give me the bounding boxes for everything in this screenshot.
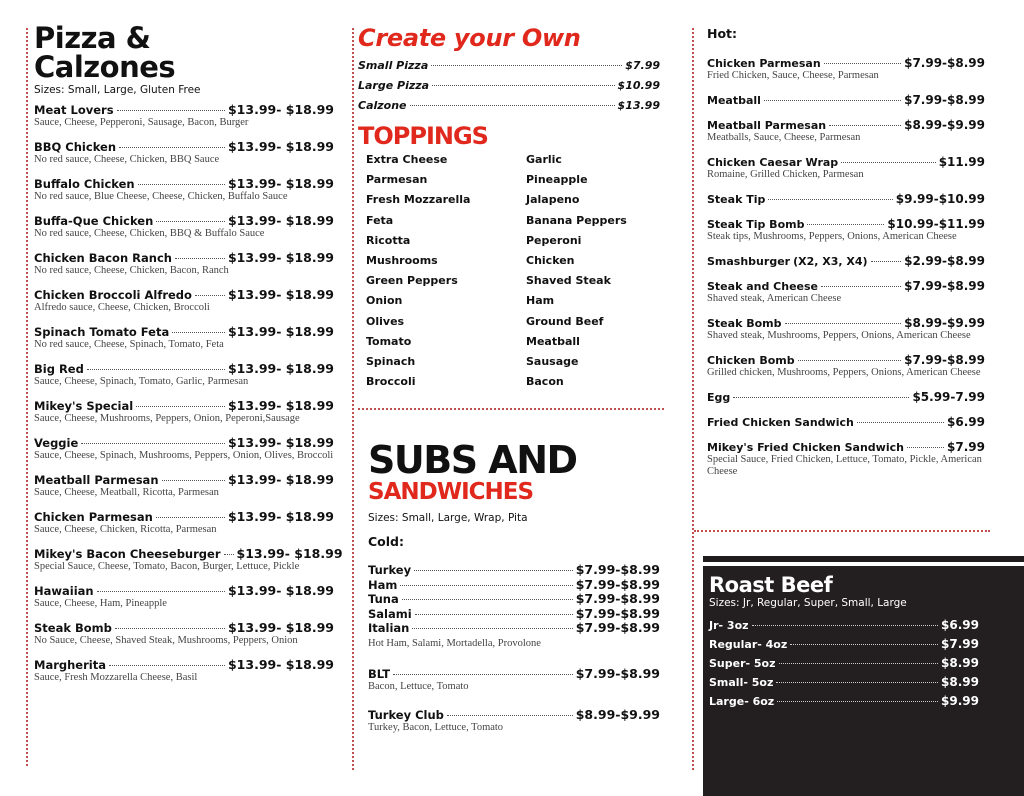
item-name: Big Red [34, 362, 84, 376]
item-name: Large- 6oz [709, 695, 775, 708]
roast-beef-top-bar [703, 556, 1024, 562]
topping-item: Broccoli [366, 375, 416, 389]
dot-leader [431, 65, 622, 66]
menu-item-row [368, 666, 660, 681]
hot-sub-item [707, 93, 985, 107]
topping-item: Garlic [526, 153, 562, 166]
item-price: $13.99- $18.99 [227, 620, 334, 635]
dot-leader [97, 591, 225, 592]
item-price: $13.99- $18.99 [227, 583, 334, 598]
dot-leader [400, 585, 572, 586]
menu-item-row [368, 607, 660, 622]
item-name: BLT [368, 666, 391, 681]
item-name: Smashburger [707, 255, 791, 268]
roast-beef-title: Roast Beef [709, 573, 833, 597]
topping-item: Extra Cheese [366, 153, 448, 166]
item-price: $7.99-$8.99 [575, 605, 660, 621]
dot-leader [779, 663, 939, 664]
dot-leader [829, 125, 901, 126]
topping-item: Green Peppers [366, 274, 458, 288]
item-description: No red sauce, Cheese, Chicken, BBQ & Buffalo Sauce [34, 228, 265, 239]
pizza-item [34, 657, 334, 684]
item-price: $5.99-7.99 [912, 390, 985, 404]
topping-item: Pineapple [526, 173, 588, 187]
dot-leader [117, 110, 225, 111]
menu-item-row [368, 563, 660, 578]
menu-item-row [707, 118, 985, 132]
item-price: $2.99-$8.99 [904, 254, 985, 268]
dot-leader [871, 261, 902, 262]
topping-item: Ground Beef [526, 314, 604, 328]
dot-leader [412, 628, 572, 629]
item-price: $13.99- $18.99 [227, 176, 334, 191]
item-price: $13.99- $18.99 [227, 102, 334, 117]
item-description: Alfredo sauce, Cheese, Chicken, Broccoli [34, 302, 210, 313]
dot-leader [733, 397, 909, 398]
dot-leader [414, 570, 573, 571]
menu-item-row [34, 287, 334, 302]
item-price: $7.99-$8.99 [904, 93, 985, 107]
menu-item-row [707, 415, 985, 429]
item-name: Buffalo Chicken [34, 177, 135, 191]
item-price: $6.99 [941, 618, 979, 632]
roast-beef-panel [703, 566, 1024, 796]
subs-sizes: Sizes: Small, Large, Wrap, Pita [368, 512, 528, 524]
menu-item-row [709, 673, 979, 692]
pizza-item [34, 361, 334, 388]
pizza-list [34, 102, 343, 684]
cold-group-list [368, 563, 660, 636]
topping-item: Jalapeno [526, 193, 580, 207]
item-price: $7.99-$8.99 [575, 576, 660, 592]
item-description: Sauce, Cheese, Meatball, Ricotta, Parmesan [34, 487, 219, 498]
item-price: $7.99 [947, 440, 985, 454]
item-name: Mikey's Special [34, 399, 134, 413]
item-price: $7.99-$8.99 [904, 279, 985, 293]
item-description: Sauce, Cheese, Pepperoni, Sausage, Bacon, Burger [34, 117, 249, 128]
item-name: Salami [368, 606, 412, 621]
dot-leader [752, 625, 939, 626]
roast-beef-list [709, 616, 979, 711]
topping-item: Sausage [526, 355, 579, 369]
item-price: $13.99- $18.99 [227, 435, 334, 450]
pizza-item [34, 398, 334, 425]
item-description: Sauce, Cheese, Ham, Pineapple [34, 598, 167, 609]
item-name: Meatball [707, 94, 761, 107]
item-price: $13.99- $18.99 [227, 324, 334, 339]
pizza-item [34, 435, 334, 462]
hot-sub-item [707, 440, 985, 478]
item-name: Regular- 4oz [709, 638, 788, 651]
menu-item-row [34, 361, 334, 376]
topping-item: Ricotta [366, 233, 411, 247]
item-price: $13.99 [617, 99, 660, 112]
menu-item-row [707, 155, 985, 169]
menu-item-row [34, 176, 334, 191]
item-price: $8.99 [941, 675, 979, 689]
dot-leader [415, 614, 573, 615]
item-price: $8.99-$9.99 [904, 316, 985, 330]
item-name: BBQ Chicken [34, 140, 117, 154]
item-name: Turkey [368, 563, 412, 577]
menu-item-row [707, 316, 985, 330]
item-description: Shaved steak, American Cheese [707, 293, 842, 304]
item-description: Sauce, Fresh Mozzarella Cheese, Basil [34, 672, 198, 683]
item-name: Spinach Tomato Feta [34, 325, 170, 339]
item-price: $13.99- $18.99 [227, 398, 334, 413]
topping-item: Olives [366, 314, 405, 328]
item-price: $13.99- $18.99 [227, 509, 334, 524]
toppings-title: TOPPINGS [358, 122, 488, 150]
hot-list [707, 56, 985, 478]
subs-title-line1: SUBS AND [368, 438, 577, 482]
item-name: Super- 5oz [709, 657, 776, 670]
item-price: $7.99-$8.99 [575, 620, 660, 636]
item-name: Chicken Parmesan [707, 57, 821, 70]
menu-item-row [707, 217, 985, 231]
item-description: Grilled chicken, Mushrooms, Peppers, Onions, American Cheese [707, 367, 981, 378]
menu-item-row [707, 353, 985, 367]
menu-item-row [707, 192, 985, 206]
item-name: Small- 5oz [709, 676, 774, 689]
item-price: $9.99-$10.99 [895, 192, 985, 206]
hot-sub-item [707, 316, 985, 342]
menu-item-row [34, 472, 334, 487]
topping-item: Meatball [526, 334, 580, 348]
topping-item: Feta [366, 213, 394, 227]
dot-leader [156, 517, 225, 518]
item-name: Steak Tip Bomb [707, 218, 805, 231]
column-divider-middle [352, 28, 354, 770]
item-name: Italian [368, 621, 410, 636]
dot-leader [87, 369, 225, 370]
dot-leader [162, 480, 225, 481]
pizza-item [34, 583, 334, 610]
pizza-item [34, 620, 334, 647]
item-name: Fried Chicken Sandwich [707, 416, 854, 429]
item-name: Jr- 3oz [709, 619, 749, 632]
dot-leader [447, 715, 573, 716]
dot-leader [138, 184, 225, 185]
hot-label: Hot: [707, 26, 738, 41]
menu-item-row [707, 279, 985, 293]
create-your-own-title: Create your Own [358, 24, 581, 52]
menu-item-row [34, 398, 334, 413]
dot-leader [790, 644, 938, 645]
column-divider-right [692, 28, 694, 770]
item-name: Chicken Broccoli Alfredo [34, 288, 192, 302]
hot-sub-item [707, 353, 985, 379]
dot-leader [824, 63, 901, 64]
menu-item-row [368, 592, 660, 607]
pizza-calzones-section [34, 21, 343, 684]
item-name: Small Pizza [358, 59, 429, 72]
item-name: Tuna [368, 592, 399, 607]
item-name: Steak Bomb [707, 317, 782, 330]
cold-sub-item [368, 707, 660, 734]
dot-leader [764, 100, 901, 101]
pizza-sizes: Sizes: Small, Large, Gluten Free [34, 84, 201, 96]
item-description: Fried Chicken, Sauce, Cheese, Parmesan [707, 70, 879, 81]
pizza-item [34, 472, 334, 499]
pizza-title-line2: Calzones [34, 50, 176, 84]
menu-item-row [34, 546, 343, 561]
dot-leader [776, 682, 938, 683]
topping-item: Chicken [526, 254, 575, 268]
item-description: No red sauce, Cheese, Chicken, BBQ Sauce [34, 154, 220, 165]
menu-item-row [34, 583, 334, 598]
item-price: $8.99 [941, 656, 979, 670]
hot-sub-item [707, 155, 985, 181]
menu-item-row [34, 213, 334, 228]
dot-leader [109, 665, 225, 666]
item-name: Calzone [358, 99, 407, 112]
menu-item-row [34, 250, 334, 265]
item-name: Large Pizza [358, 79, 430, 92]
toppings-grid [366, 152, 660, 389]
pizza-title-line1: Pizza & [34, 21, 151, 55]
item-name: Turkey Club [368, 707, 444, 722]
item-name: Egg [707, 391, 731, 404]
pizza-item [34, 102, 334, 129]
dot-leader [432, 85, 614, 86]
item-name: Ham [368, 577, 398, 592]
item-price: $13.99- $18.99 [227, 139, 334, 154]
item-name-suffix: (X2, X3, X4) [793, 255, 868, 268]
item-price: $7.99 [941, 637, 979, 651]
item-description: Sauce, Cheese, Mushrooms, Peppers, Onion, Peperoni,Sausage [34, 413, 300, 424]
dot-leader [402, 599, 573, 600]
item-price: $11.99 [938, 155, 985, 169]
menu-item-row [358, 59, 660, 72]
menu-item-row [709, 692, 979, 711]
item-name: Chicken Caesar Wrap [707, 156, 839, 169]
hot-bottom-divider [694, 530, 990, 532]
menu-item-row [709, 654, 979, 673]
dot-leader [156, 221, 225, 222]
topping-item: Spinach [366, 355, 416, 369]
item-description: Sauce, Cheese, Chicken, Ricotta, Parmesan [34, 524, 217, 535]
item-name: Chicken Parmesan [34, 510, 153, 524]
item-description: Romaine, Grilled Chicken, Parmesan [707, 169, 864, 180]
menu-item-row [34, 139, 334, 154]
item-price: $7.99 [625, 59, 660, 72]
topping-item: Mushrooms [366, 254, 438, 268]
item-price: $6.99 [947, 415, 985, 429]
item-name: Meatball Parmesan [34, 473, 159, 487]
menu-item-row [368, 578, 660, 593]
pizza-item [34, 287, 334, 314]
hot-sub-item [707, 56, 985, 82]
pizza-item [34, 139, 334, 166]
dot-leader [798, 360, 901, 361]
dot-leader [195, 295, 225, 296]
dot-leader [785, 323, 902, 324]
menu-item-row [368, 707, 660, 722]
item-price: $8.99-$9.99 [904, 118, 985, 132]
dot-leader [136, 406, 225, 407]
topping-item: Banana Peppers [526, 213, 627, 227]
column-divider-left [26, 28, 28, 766]
dot-leader [777, 701, 938, 702]
item-name: Meatball Parmesan [707, 119, 827, 132]
item-name: Steak and Cheese [707, 280, 818, 293]
item-description: No red sauce, Cheese, Spinach, Tomato, Feta [34, 339, 224, 350]
menu-item-row [34, 102, 334, 117]
pizza-item [34, 250, 334, 277]
topping-item: Peperoni [526, 233, 582, 247]
item-description: Meatballs, Sauce, Cheese, Parmesan [707, 132, 861, 143]
hot-sub-item [707, 118, 985, 144]
dot-leader [410, 105, 615, 106]
topping-item: Parmesan [366, 173, 428, 187]
item-price: $13.99- $18.99 [227, 213, 334, 228]
pizza-item [34, 546, 343, 573]
menu-item-row [707, 440, 985, 454]
item-description: Turkey, Bacon, Lettuce, Tomato [368, 721, 504, 733]
dot-leader [172, 332, 225, 333]
toppings-bottom-divider [358, 408, 664, 410]
item-description: No Sauce, Cheese, Shaved Steak, Mushrooms, Peppers, Onion [34, 635, 298, 646]
dot-leader [841, 162, 936, 163]
pizza-item [34, 213, 334, 240]
menu-item-row [34, 620, 334, 635]
topping-item: Fresh Mozzarella [366, 193, 471, 207]
menu-item-row [358, 79, 660, 92]
pizza-item [34, 324, 334, 351]
cold-group-desc: Hot Ham, Salami, Mortadella, Provolone [368, 637, 541, 649]
dot-leader [807, 224, 884, 225]
cold-label: Cold: [368, 534, 404, 549]
subs-title-line2: SANDWICHES [368, 479, 534, 505]
item-price: $10.99 [617, 79, 660, 92]
hot-sub-item [707, 390, 985, 404]
item-price: $7.99-$8.99 [575, 665, 660, 681]
dot-leader [81, 443, 225, 444]
subs-section [368, 440, 660, 734]
dot-leader [224, 554, 234, 555]
item-description: Sauce, Cheese, Spinach, Tomato, Garlic, Parmesan [34, 376, 249, 387]
hot-sub-item [707, 217, 985, 243]
hot-subs-section [707, 26, 985, 478]
hot-sub-item [707, 279, 985, 305]
topping-item: Shaved Steak [526, 274, 611, 288]
item-name: Veggie [34, 436, 79, 450]
item-name: Steak Bomb [34, 621, 112, 635]
dot-leader [175, 258, 225, 259]
dot-leader [821, 286, 901, 287]
dot-leader [393, 674, 573, 675]
item-description: No red sauce, Cheese, Chicken, Bacon, Ranch [34, 265, 229, 276]
dot-leader [907, 447, 944, 448]
item-name: Meat Lovers [34, 103, 114, 117]
topping-item: Ham [526, 294, 555, 308]
item-name: Buffa-Que Chicken [34, 214, 154, 228]
dot-leader [768, 199, 892, 200]
menu-item-row [707, 93, 985, 107]
item-price: $13.99- $18.99 [227, 287, 334, 302]
item-name: Margherita [34, 658, 106, 672]
menu-item-row [707, 390, 985, 404]
topping-item: Bacon [526, 375, 564, 389]
item-name: Mikey's Bacon Cheeseburger [34, 547, 221, 561]
item-name: Steak Tip [707, 193, 766, 206]
topping-item: Onion [366, 294, 403, 308]
dot-leader [115, 628, 225, 629]
topping-item: Tomato [366, 334, 412, 348]
item-description: Special Sauce, Fried Chicken, Lettuce, Tomato, Pickle, American Cheese [707, 454, 982, 477]
item-price: $13.99- $18.99 [227, 657, 334, 672]
item-price: $13.99- $18.99 [227, 250, 334, 265]
item-name: Chicken Bomb [707, 354, 795, 367]
item-price: $7.99-$8.99 [904, 353, 985, 367]
hot-sub-item [707, 254, 985, 268]
roast-beef-sizes: Sizes: Jr, Regular, Super, Small, Large [709, 597, 907, 609]
item-price: $13.99- $18.99 [236, 546, 343, 561]
hot-sub-item [707, 192, 985, 206]
pizza-item [34, 176, 334, 203]
item-name: Hawaiian [34, 584, 94, 598]
menu-item-row [34, 435, 334, 450]
item-price: $8.99-$9.99 [575, 706, 660, 722]
menu-item-row [368, 621, 660, 636]
hot-sub-item [707, 415, 985, 429]
item-description: Steak tips, Mushrooms, Peppers, Onions, American Cheese [707, 231, 957, 242]
menu-item-row [34, 324, 334, 339]
item-price: $7.99-$8.99 [575, 591, 660, 607]
item-price: $10.99-$11.99 [887, 217, 985, 231]
cold-items-list [368, 666, 660, 734]
item-description: Special Sauce, Cheese, Tomato, Bacon, Burger, Lettuce, Pickle [34, 561, 300, 572]
menu-item-row [707, 56, 985, 70]
menu-item-row [707, 254, 985, 268]
item-description: Sauce, Cheese, Spinach, Mushrooms, Peppers, Onion, Olives, Broccoli [34, 450, 334, 461]
item-name: Mikey's Fried Chicken Sandwich [707, 441, 904, 454]
dot-leader [857, 422, 944, 423]
item-name: Chicken Bacon Ranch [34, 251, 172, 265]
menu-item-row [34, 509, 334, 524]
item-price: $9.99 [941, 694, 979, 708]
menu-item-row [709, 616, 979, 635]
pizza-item [34, 509, 334, 536]
create-your-own-list [358, 59, 660, 112]
menu-item-row [358, 99, 660, 112]
create-your-own-section [358, 24, 660, 389]
dot-leader [119, 147, 225, 148]
cold-sub-item [368, 666, 660, 693]
item-description: Bacon, Lettuce, Tomato [368, 680, 469, 692]
item-description: No red sauce, Blue Cheese, Cheese, Chicken, Buffalo Sauce [34, 191, 288, 202]
item-description: Shaved steak, Mushrooms, Peppers, Onions, American Cheese [707, 330, 971, 341]
item-price: $13.99- $18.99 [227, 472, 334, 487]
item-price: $7.99-$8.99 [904, 56, 985, 70]
menu-item-row [709, 635, 979, 654]
item-price: $7.99-$8.99 [575, 562, 660, 577]
menu-item-row [34, 657, 334, 672]
item-price: $13.99- $18.99 [227, 361, 334, 376]
